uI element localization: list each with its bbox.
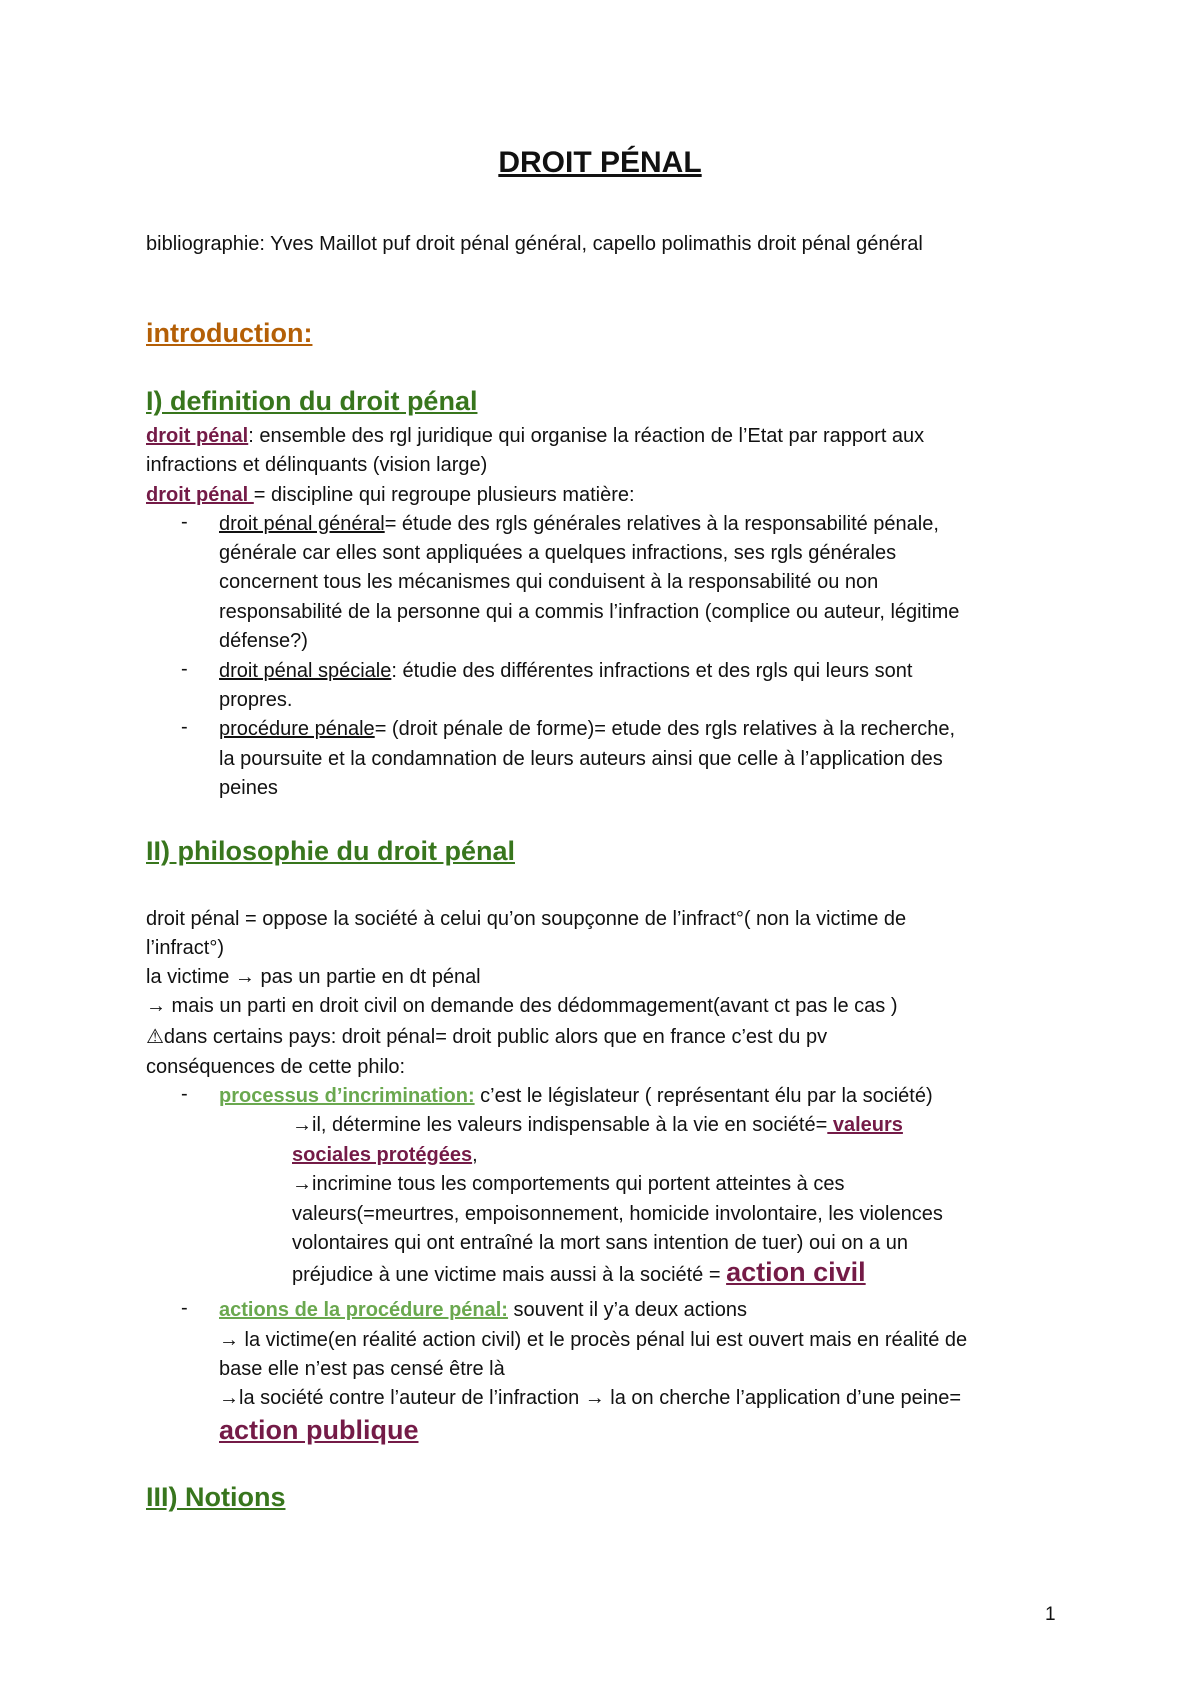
list-item-actions — [219, 1296, 747, 1325]
definition-line-1 — [146, 422, 924, 451]
introduction-heading: introduction: — [146, 318, 313, 348]
list-item-text: : étudie des différentes infractions et des rgls qui leurs sont — [391, 660, 913, 682]
list-item-text: = étude des rgls générales relatives à la responsabilité pénale, — [384, 513, 939, 535]
list-item-3-line-2: la poursuite et la condamnation de leurs auteurs ainsi que celle à l’application des — [219, 748, 943, 770]
page-number: 1 — [1045, 1604, 1056, 1625]
term-action-publique: action publique — [219, 1415, 419, 1445]
paragraph-line: droit pénal = oppose la société à celui qu’on soupçonne de l’infract°( non la victime de — [146, 908, 907, 930]
bullet-dash: - — [181, 1083, 188, 1105]
list-item-1-line-1 — [219, 510, 939, 539]
definition-line-2: infractions et délinquants (vision large) — [146, 454, 488, 476]
section-2-heading: II) philosophie du droit pénal — [146, 836, 515, 866]
definition-text: : ensemble des rgl juridique qui organise la réaction de l’Etat par rapport aux — [248, 425, 925, 447]
term-action-civil: action civil — [726, 1257, 866, 1287]
term-droit-penal: droit pénal — [146, 425, 249, 447]
list-item-line: →la société contre l’auteur de l’infraction → la on cherche l’application d’une peine= — [219, 1387, 962, 1409]
list-item-1-line-4: responsabilité de la personne qui a commis l’infraction (complice ou auteur, légitime — [219, 601, 960, 623]
sub-line-text: préjudice à une victime mais aussi à la société = — [292, 1264, 727, 1286]
list-item-line — [219, 1416, 419, 1448]
sub-line: valeurs(=meurtres, empoisonnement, homicide involontaire, les violences — [292, 1203, 943, 1225]
list-item-line: → la victime(en réalité action civil) et le procès pénal lui est ouvert mais en réalité de — [219, 1329, 968, 1351]
list-item-text: = (droit pénale de forme)= etude des rgls relatives à la recherche, — [374, 718, 955, 740]
list-item-1-line-2: générale car elles sont appliquées a quelques infractions, ses rgls générales — [219, 542, 897, 564]
section-3-heading: III) Notions — [146, 1482, 286, 1512]
bibliography-line: bibliographie: Yves Maillot puf droit pénal général, capello polimathis droit pénal général — [146, 233, 923, 255]
list-item-1-line-5: défense?) — [219, 630, 308, 652]
warning-line: ⚠dans certains pays: droit pénal= droit public alors que en france c’est du pv — [146, 1026, 828, 1048]
bullet-dash: - — [181, 658, 188, 680]
list-item-3-line-3: peines — [219, 777, 278, 799]
sub-line-text: →il, détermine les valeurs indispensable à la vie en société= — [292, 1114, 828, 1136]
paragraph-line: conséquences de cette philo: — [146, 1056, 406, 1078]
term-droit-penal-speciale: droit pénal spéciale — [219, 660, 392, 682]
definition-line-3 — [146, 481, 635, 510]
sub-line: →incrimine tous les comportements qui portent atteintes à ces — [292, 1173, 845, 1195]
term-droit-penal-general: droit pénal général — [219, 513, 385, 535]
document-title: DROIT PÉNAL — [498, 146, 702, 179]
list-item-2-line-2: propres. — [219, 689, 293, 711]
term-actions-procedure: actions de la procédure pénal: — [219, 1299, 508, 1321]
sub-line — [292, 1141, 478, 1170]
term-processus-incrimination: processus d’incrimination: — [219, 1085, 475, 1107]
sub-line — [292, 1111, 903, 1140]
list-item-2-line-1 — [219, 657, 912, 686]
list-item-line: base elle n’est pas censé être là — [219, 1358, 505, 1380]
sub-line: volontaires qui ont entraîné la mort sans intention de tuer) oui on a un — [292, 1232, 908, 1254]
term-droit-penal-2: droit pénal — [146, 484, 254, 506]
sub-line-text: , — [472, 1144, 478, 1166]
section-1-heading: I) definition du droit pénal — [146, 386, 478, 416]
list-item-1-line-3: concernent tous les mécanismes qui conduisent à la responsabilité ou non — [219, 571, 879, 593]
list-item-3-line-1 — [219, 715, 955, 744]
paragraph-line: la victime → pas un partie en dt pénal — [146, 966, 481, 988]
paragraph-line: l’infract°) — [146, 937, 225, 959]
term-procedure-penale: procédure pénale — [219, 718, 375, 740]
definition-text-2: = discipline qui regroupe plusieurs matière: — [253, 484, 635, 506]
list-item-text: c’est le législateur ( représentant élu par la société) — [474, 1085, 933, 1107]
bullet-dash: - — [181, 511, 188, 533]
paragraph-line: → mais un parti en droit civil on demande des dédommagement(avant ct pas le cas ) — [146, 995, 898, 1017]
bullet-dash: - — [181, 1297, 188, 1319]
list-item-incrimination — [219, 1082, 933, 1111]
list-item-text: souvent il y’a deux actions — [507, 1299, 747, 1321]
term-sociales-protegees: sociales protégées — [292, 1144, 473, 1166]
term-valeurs: valeurs — [827, 1114, 903, 1136]
sub-line — [292, 1258, 866, 1290]
bullet-dash: - — [181, 716, 188, 738]
